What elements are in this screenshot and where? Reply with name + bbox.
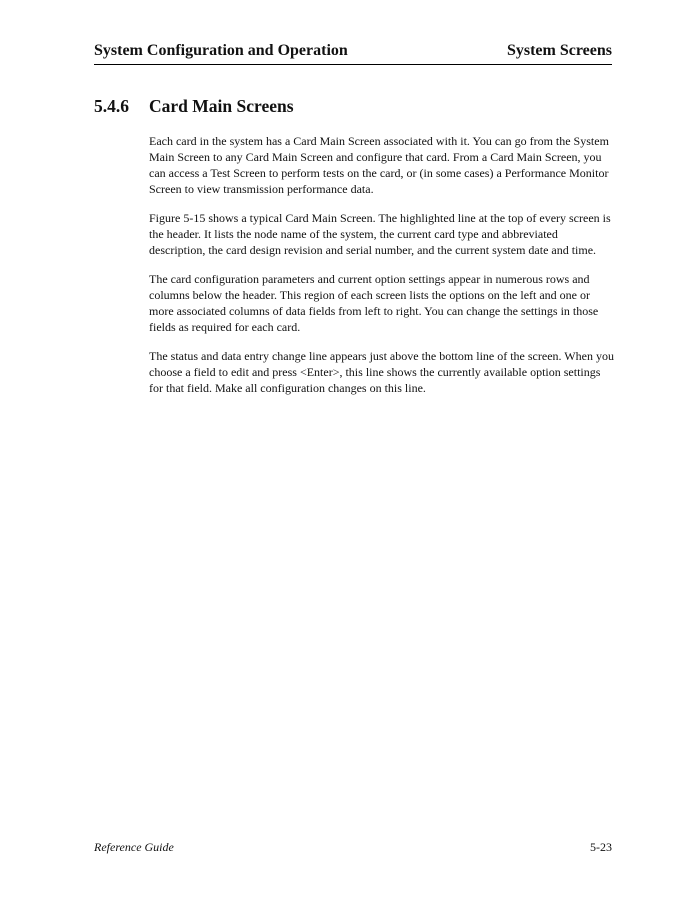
section-number: 5.4.6 — [94, 96, 129, 116]
body-text — [149, 133, 615, 409]
paragraph: Each card in the system has a Card Main Screen associated with it. You can go from the System Main Screen to any Card Main Screen and configure that card. From a Card Main Screen, you can access a Test Screen to perform tests on the card, or (in some cases) a Performance Monitor Screen to view transmission performance data. — [149, 134, 609, 196]
paragraph: The card configuration parameters and current option settings appear in numerous rows and columns below the header. This region of each screen lists the options on the left and one or more associated columns of data fields from left to right. You can change the settings in those fields as required for each card. — [149, 272, 599, 334]
footer-document-title: Reference Guide — [94, 840, 174, 854]
header-section-title: System Screens — [506, 42, 612, 59]
section-title: Card Main Screens — [149, 96, 294, 116]
page-number: 5-23 — [590, 840, 612, 854]
running-header — [94, 42, 612, 65]
paragraph: Figure 5-15 shows a typical Card Main Screen. The highlighted line at the top of every screen is the header. It lists the node name of the system, the current card type and abbreviated description, the card design revision and serial number, and the current system date and time. — [149, 211, 611, 257]
paragraph: The status and data entry change line appears just above the bottom line of the screen. When you choose a field to edit and press <Enter>, this line shows the currently available option settings for that field. Make all configuration changes on this line. — [149, 349, 614, 395]
header-chapter-title: System Configuration and Operation — [94, 42, 348, 59]
running-footer — [94, 840, 612, 854]
section-heading — [94, 96, 294, 116]
